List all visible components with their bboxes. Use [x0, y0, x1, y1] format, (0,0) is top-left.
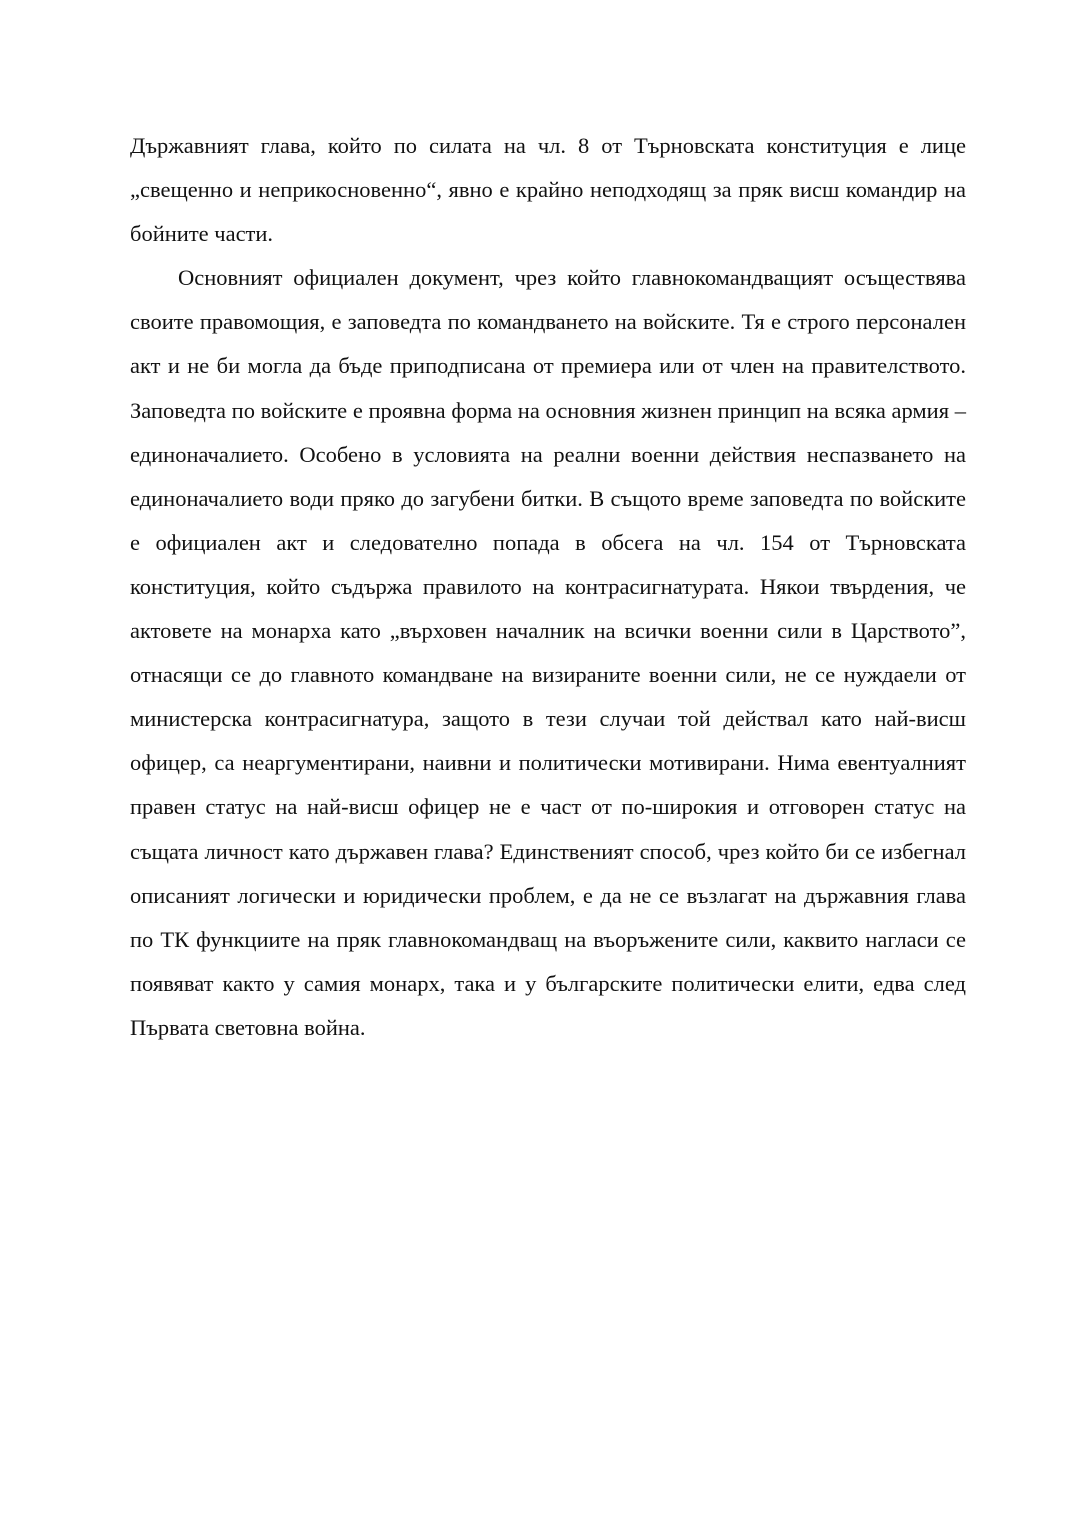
- body-text: [130, 124, 966, 1050]
- paragraph-continuation: Държавният глава, който по силата на чл. 8 от Търновската конституция е лице „свещенно и неприкосновенно“, явно е крайно неподходящ за пряк висш командир на бойните части.: [130, 133, 966, 247]
- paragraph-main: Основният официален документ, чрез който главнокомандващият осъществява своите правомощия, е заповедта по командването на войските. Тя е строго персонален акт и не би могла да бъде приподписана от премиера или от член на правителството. Заповедта по войските е проявна форма на основния жизнен принцип на всяка армия – единоначалието. Особено в условията на реални военни действия неспазването на единоначалието води пряко до загубени битки. В същото време заповедта по войските е официален акт и следователно попада в обсега на чл. 154 от Търновската конституция, който съдържа правилото на контрасигнатурата. Някои твърдения, че актовете на монарха като „върховен началник на всички военни сили в Царството”, отнасящи се до главното командване на визираните военни сили, не се нуждаели от министерска контрасигнатура, защото в тези случаи той действал като най-висш офицер, са неаргументирани, наивни и политически мотивирани. Нима евентуалният правен статус на най-висш офицер не е част от по-широкия и отговорен статус на същата личност като държавен глава? Единственият способ, чрез който би се избегнал описаният логически и юридически проблем, е да не се възлагат на държавния глава по ТК функциите на пряк главнокомандващ на въоръжените сили, каквито нагласи се появяват както у самия монарх, така и у българските политически елити, едва след Първата световна война.: [130, 265, 966, 1040]
